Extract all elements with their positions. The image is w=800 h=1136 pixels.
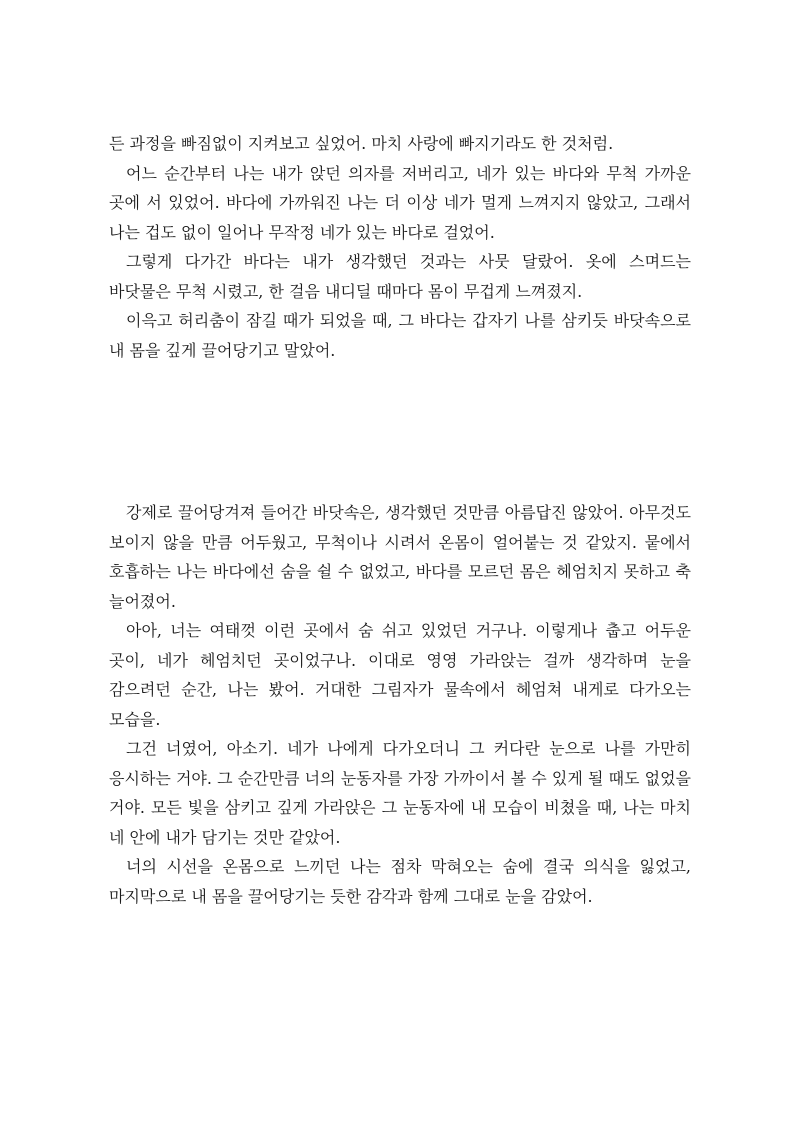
paragraph: 아아, 너는 여태껏 이런 곳에서 숨 쉬고 있었던 거구나. 이렇게나 춥고 어두운 곳이, 네가 헤엄치던 곳이었구나. 이대로 영영 가라앉는 걸까 생각하며 눈을 감으려던 순간, 나는 봤어. 거대한 그림자가 물속에서 헤엄쳐 내게로 다가오는 모습을.: [109, 621, 691, 729]
text-section-2: [109, 498, 691, 911]
paragraph: 이윽고 허리춤이 잠길 때가 되었을 때, 그 바다는 갑자기 나를 삼키듯 바닷속으로 내 몸을 깊게 끌어당기고 말았어.: [109, 311, 691, 360]
paragraph: 그렇게 다가간 바다는 내가 생각했던 것과는 사뭇 달랐어. 옷에 스며드는 바닷물은 무척 시렸고, 한 걸음 내디딜 때마다 몸이 무겁게 느껴졌지.: [109, 252, 691, 301]
paragraph: 그건 너였어, 아소기. 네가 나에게 다가오더니 그 커다란 눈으로 나를 가만히 응시하는 거야. 그 순간만큼 너의 눈동자를 가장 가까이서 볼 수 있게 될 때도 없었을 거야. 모든 빛을 삼키고 깊게 가라앉은 그 눈동자에 내 모습이 비쳤을 때, 나는 마치 네 안에 내가 담기는 것만 같았어.: [109, 739, 691, 847]
paragraph: 어느 순간부터 나는 내가 앉던 의자를 저버리고, 네가 있는 바다와 무척 가까운 곳에 서 있었어. 바다에 가까워진 나는 더 이상 네가 멀게 느껴지지 않았고, 그래서 나는 겁도 없이 일어나 무작정 네가 있는 바다로 걸었어.: [109, 163, 691, 242]
paragraph: 너의 시선을 온몸으로 느끼던 나는 점차 막혀오는 숨에 결국 의식을 잃었고, 마지막으로 내 몸을 끌어당기는 듯한 감각과 함께 그대로 눈을 감았어.: [109, 857, 691, 906]
paragraph: 강제로 끌어당겨져 들어간 바닷속은, 생각했던 것만큼 아름답진 않았어. 아무것도 보이지 않을 만큼 어두웠고, 무척이나 시려서 온몸이 얼어붙는 것 같았지. 뭍에서 호흡하는 나는 바다에선 숨을 쉴 수 없었고, 바다를 모르던 몸은 헤엄치지 못하고 축 늘어졌어.: [109, 503, 691, 611]
paragraph: 든 과정을 빠짐없이 지켜보고 싶었어. 마치 사랑에 빠지기라도 한 것처럼.: [109, 134, 614, 153]
text-section-1: [109, 129, 691, 365]
